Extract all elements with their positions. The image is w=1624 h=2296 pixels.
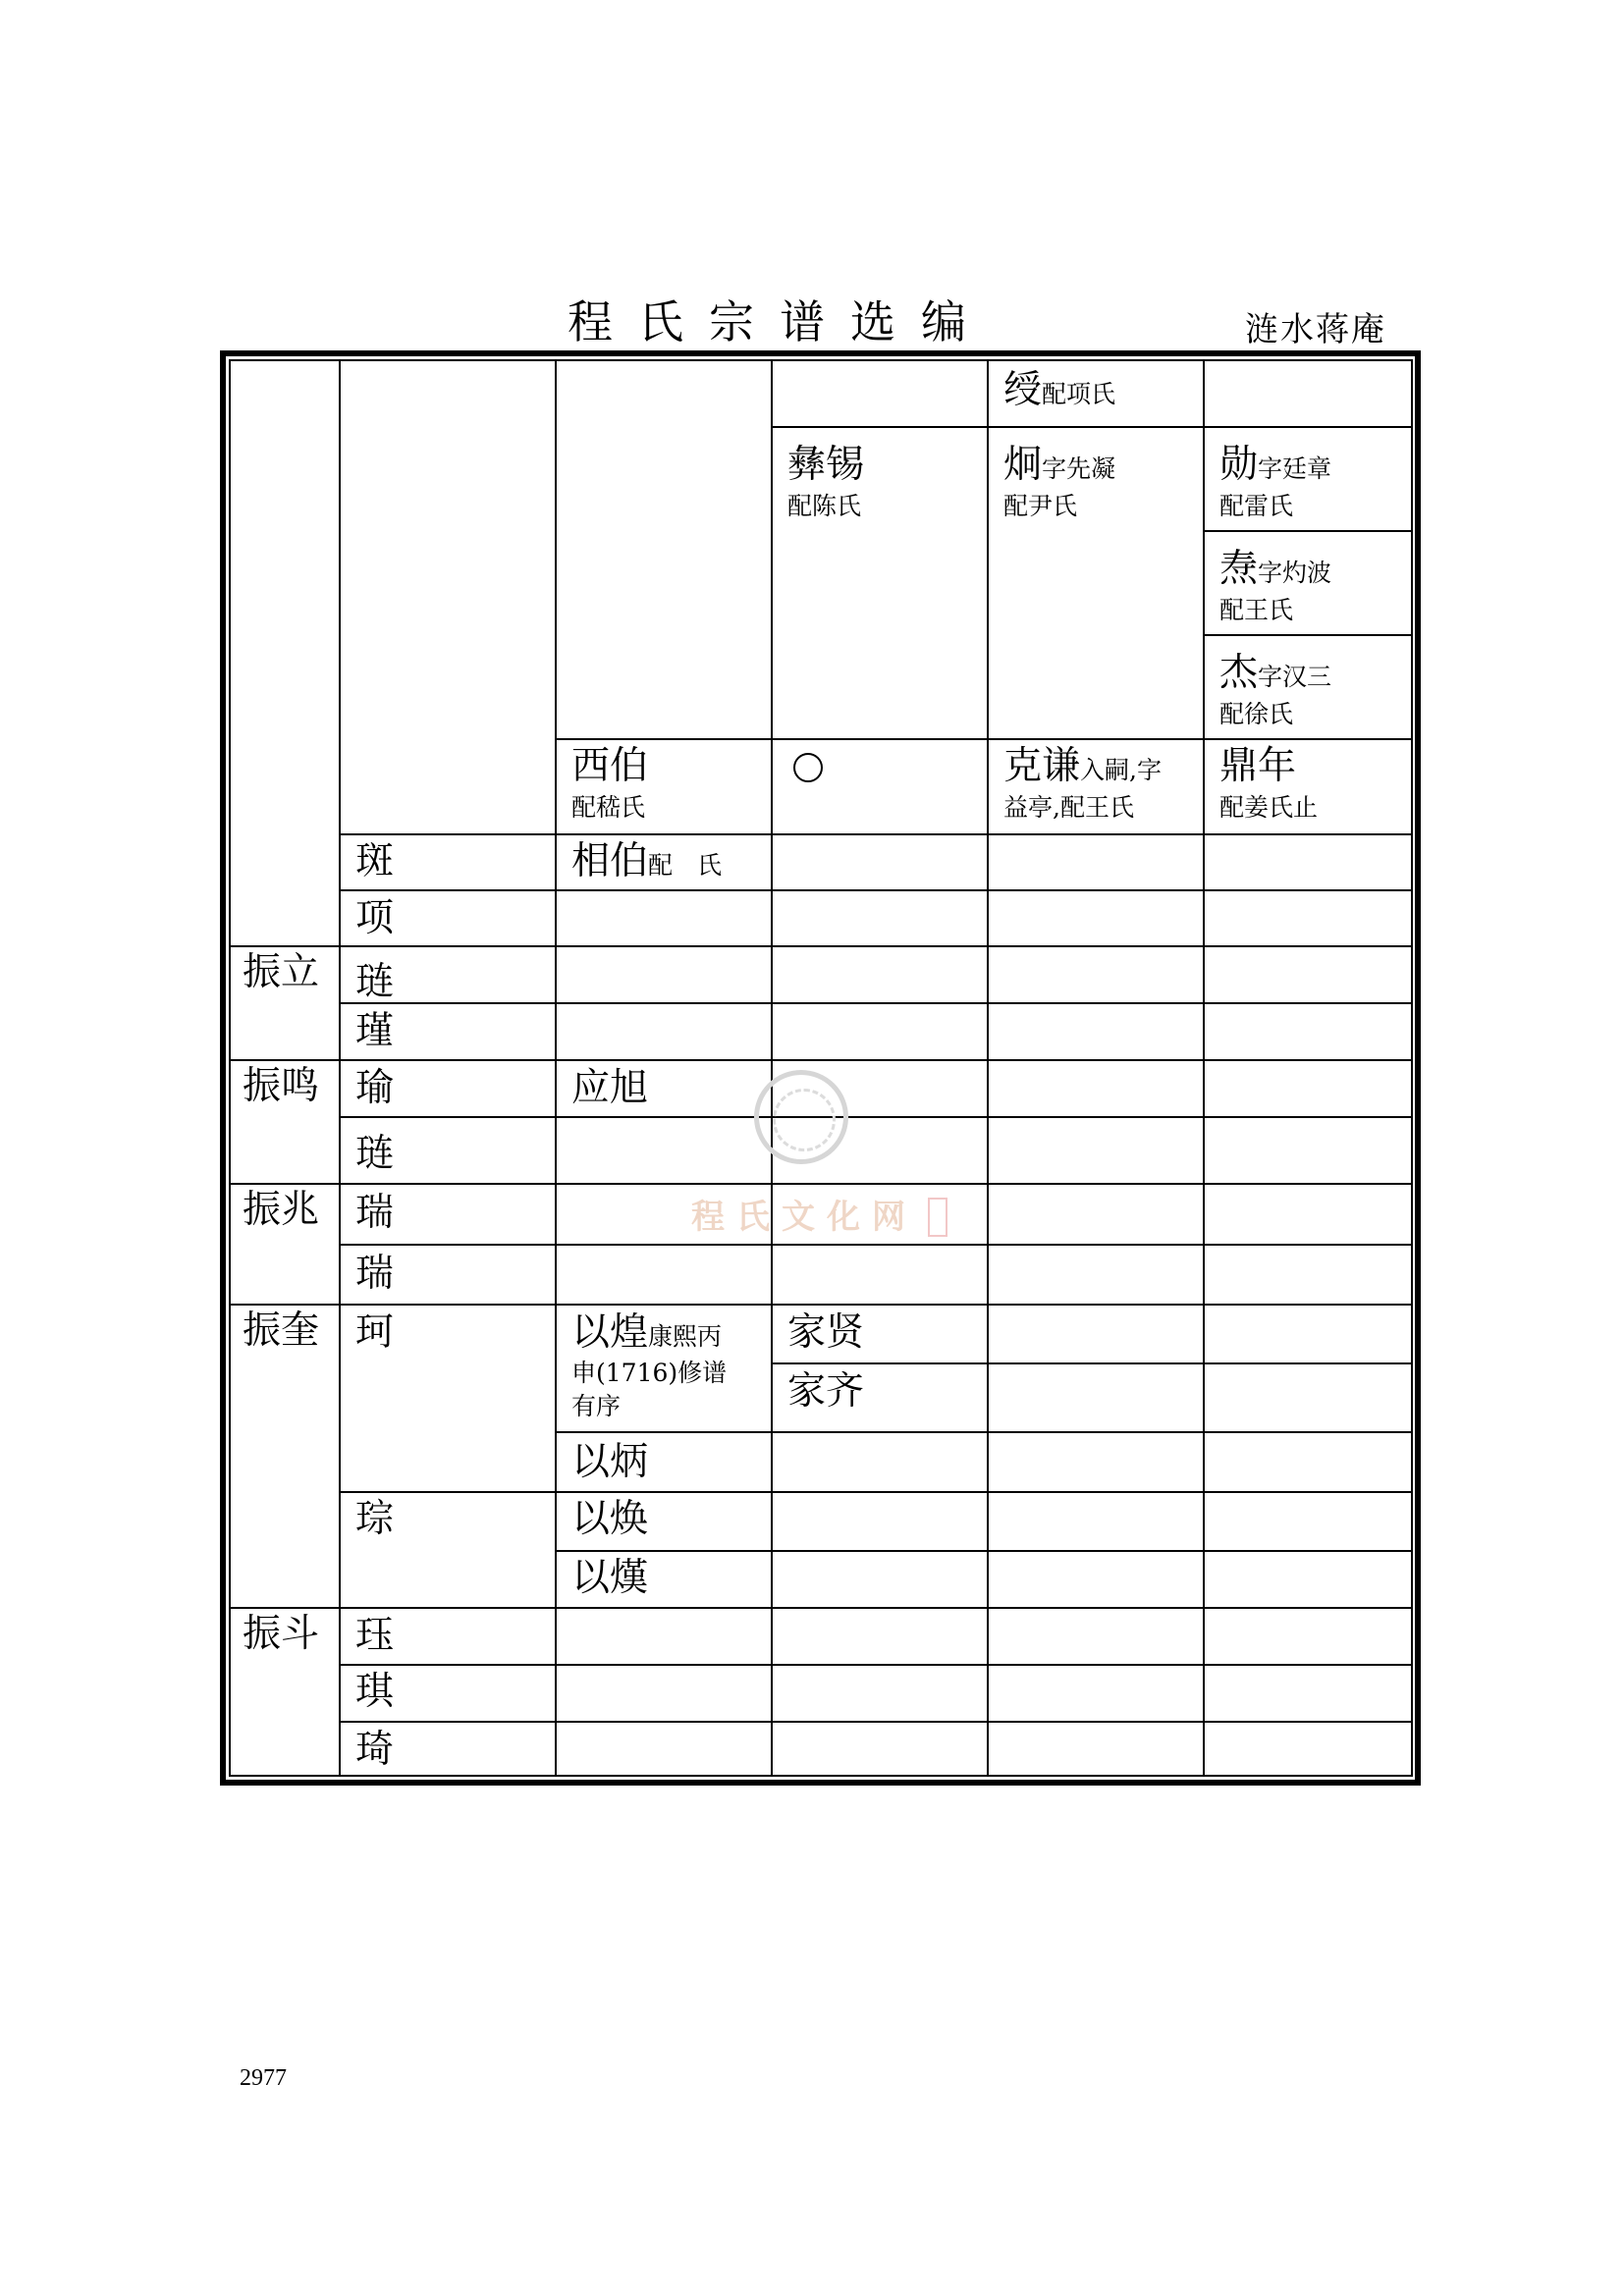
entry-name: 焘 — [1219, 547, 1259, 591]
row-divider — [771, 426, 1412, 428]
entry-name: 绶 — [1003, 368, 1043, 412]
entry-name: 家齐 — [787, 1369, 865, 1414]
entry-name: 瑞 — [355, 1252, 395, 1296]
entry-note: 康熙丙 — [648, 1322, 723, 1351]
entry-name: 炯 — [1003, 443, 1043, 487]
entry-dingnian — [1219, 743, 1318, 826]
entry-note: 入嗣,字 — [1080, 756, 1162, 784]
row-divider — [339, 1116, 1412, 1118]
row-divider — [339, 889, 1412, 891]
entry-name: 相伯 — [571, 839, 649, 883]
entry-name: 以炳 — [571, 1440, 649, 1484]
row-divider — [1203, 634, 1412, 636]
entry-name: 琏 — [355, 1132, 395, 1176]
row-divider — [555, 1550, 1412, 1552]
entry-note: 有序 — [571, 1392, 622, 1420]
row-divider — [230, 1059, 1412, 1061]
entry-name: 勋 — [1219, 443, 1259, 487]
entry-name: 以焕 — [571, 1497, 649, 1541]
col-divider — [771, 360, 773, 1776]
entry-name: 瑞 — [355, 1191, 395, 1235]
entry-name: 项 — [355, 896, 395, 940]
entry-name: 瑜 — [355, 1066, 395, 1110]
entry-note: 配项氏 — [1042, 380, 1116, 408]
row-divider — [339, 1721, 1412, 1723]
empty-circle-mark — [793, 753, 823, 782]
entry-note: 申(1716)修谱 — [571, 1359, 728, 1387]
entry-yixi — [787, 442, 864, 524]
entry-xun — [1219, 442, 1331, 524]
entry-note: 益亭,配王氏 — [1003, 793, 1134, 822]
entry-name: 家贤 — [787, 1310, 865, 1355]
entry-note: 字廷章 — [1258, 454, 1332, 483]
entry-name: 瑾 — [355, 1009, 395, 1053]
row-divider — [771, 1362, 1412, 1364]
entry-name: 琏 — [355, 960, 395, 1004]
col-divider — [1203, 360, 1205, 1776]
entry-jie — [1219, 650, 1331, 732]
entry-name: 西伯 — [571, 744, 649, 788]
entry-note: 字汉三 — [1258, 663, 1332, 691]
row-divider — [339, 1491, 1412, 1493]
entry-name: 振奎 — [243, 1308, 320, 1353]
page-subtitle: 涟水蒋庵 — [1245, 310, 1386, 349]
entry-tai — [1219, 546, 1331, 628]
entry-note: 字先凝 — [1042, 454, 1116, 483]
row-divider — [339, 1664, 1412, 1666]
watermark-text: 程氏文化网 — [691, 1198, 917, 1237]
entry-name: 杰 — [1219, 651, 1259, 695]
entry-xibo — [571, 743, 648, 826]
entry-note: 配陈氏 — [787, 492, 862, 520]
entry-note: 配姜氏止 — [1219, 793, 1319, 822]
row-divider — [1203, 530, 1412, 532]
entry-yihuang — [571, 1309, 727, 1423]
entry-note: 配徐氏 — [1219, 700, 1294, 728]
row-divider — [555, 738, 1412, 740]
entry-name: 振兆 — [243, 1188, 320, 1232]
entry-name: 珂 — [355, 1310, 395, 1355]
col-divider — [987, 360, 989, 1776]
entry-note: 配嵇氏 — [571, 793, 646, 822]
watermark-stamp — [928, 1198, 947, 1237]
entry-name: 琦 — [355, 1728, 395, 1772]
entry-note: 配雷氏 — [1219, 492, 1294, 520]
entry-xiangbo — [571, 838, 722, 885]
row-divider — [339, 1244, 1412, 1246]
col-divider — [555, 360, 557, 1776]
page-number: 2977 — [240, 2065, 287, 2091]
entry-name: 振斗 — [243, 1612, 320, 1656]
entry-name: 以熯 — [571, 1556, 649, 1600]
entry-keqian — [1003, 743, 1162, 826]
entry-name: 琪 — [355, 1670, 395, 1714]
entry-name: 珏 — [355, 1614, 395, 1658]
entry-name: 斑 — [355, 839, 395, 883]
row-divider — [230, 1304, 1412, 1306]
entry-name: 振立 — [243, 950, 320, 994]
col-divider — [339, 360, 341, 1776]
entry-note: 配王氏 — [1219, 596, 1294, 624]
row-divider — [230, 945, 1412, 947]
watermark-seal-logo — [754, 1070, 848, 1164]
entry-note: 配 氏 — [648, 851, 723, 880]
row-divider — [555, 1431, 1412, 1433]
entry-name: 琮 — [355, 1497, 395, 1541]
row-divider — [230, 1607, 1412, 1609]
row-divider — [339, 833, 1412, 835]
row-divider — [230, 1183, 1412, 1185]
entry-name: 应旭 — [571, 1066, 649, 1110]
entry-name: 鼎年 — [1219, 744, 1297, 788]
entry-name: 以煌 — [571, 1310, 649, 1355]
entry-name: 彝锡 — [787, 443, 865, 487]
entry-name: 克谦 — [1003, 744, 1081, 788]
entry-jiong — [1003, 442, 1115, 524]
page-title: 程氏宗谱选编 — [568, 295, 992, 348]
row-divider — [339, 1002, 1412, 1004]
entry-note: 字灼波 — [1258, 559, 1332, 587]
entry-name: 振鸣 — [243, 1064, 320, 1108]
entry-note: 配尹氏 — [1003, 492, 1078, 520]
entry-shou — [1003, 367, 1115, 414]
